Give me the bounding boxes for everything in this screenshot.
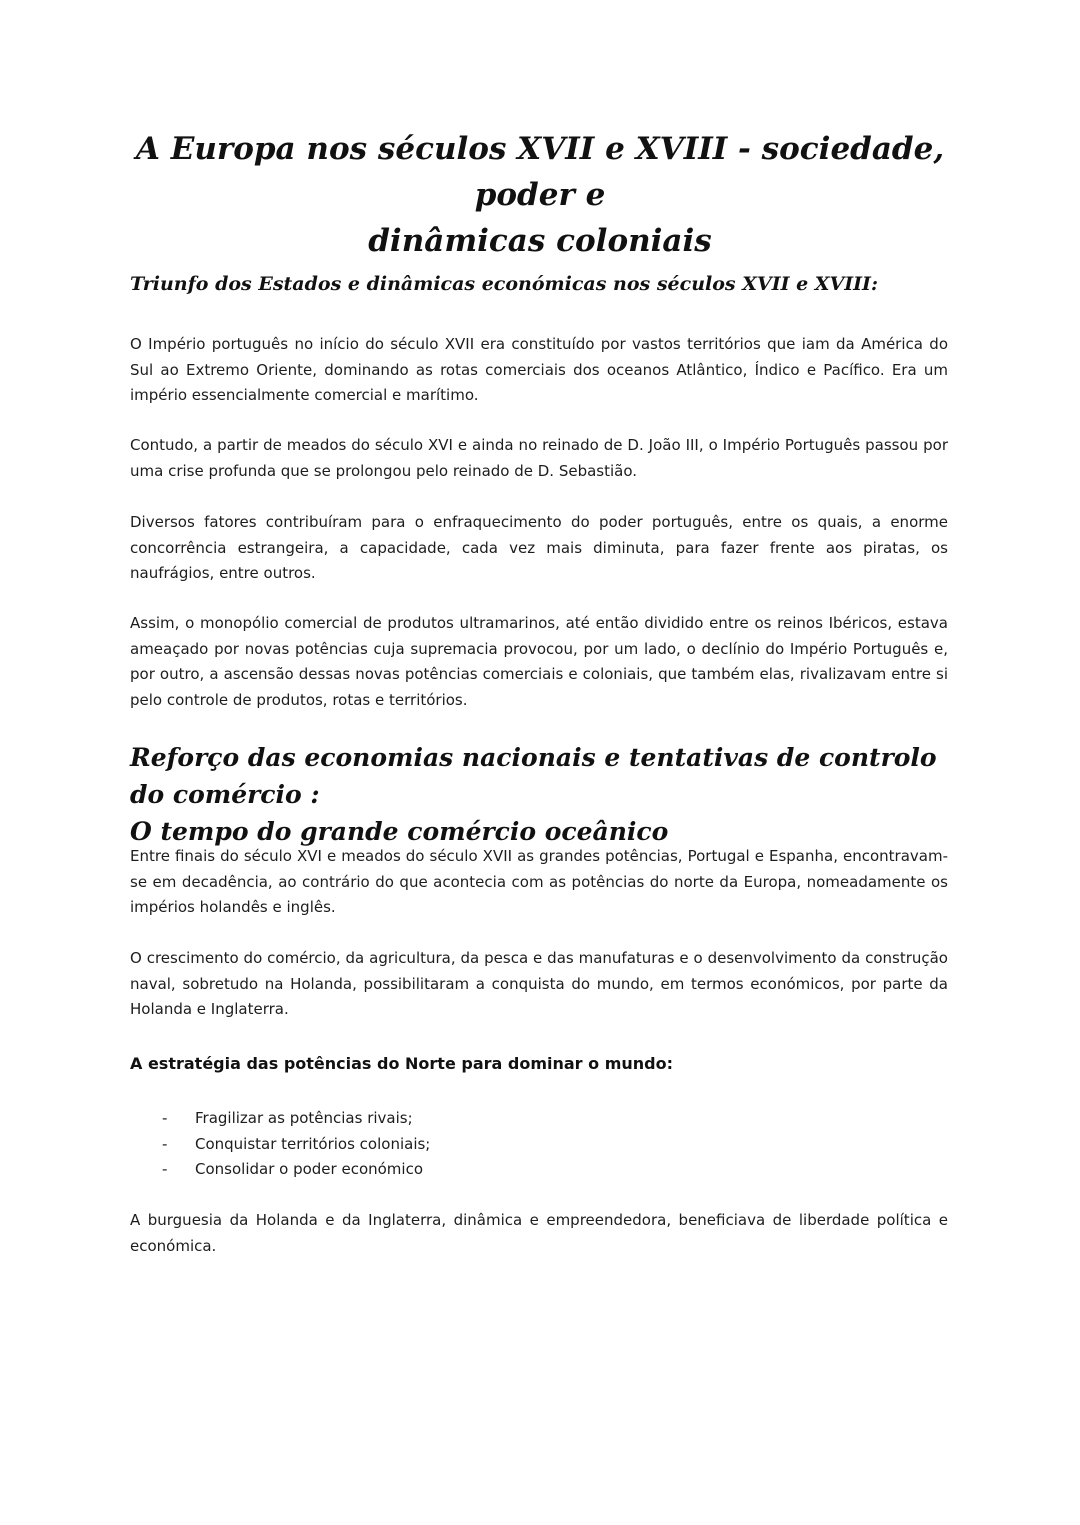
page-title bbox=[130, 126, 950, 264]
section-2-paragraph-1: Entre finais do século XVI e meados do século XVII as grandes potências, Portugal e Espanha, encontravam-se em decadência, ao contrário do que acontecia com as potências do norte da Europa, nomeadamente os impérios holandês e inglês. bbox=[130, 847, 948, 916]
section-1-paragraph-1: O Império português no início do século XVII era constituído por vastos territórios que iam da América do Sul ao Extremo Oriente, dominando as rotas comerciais dos oceanos Atlântico, Índico e Pacífico. Era um império essencialmente comercial e marítimo. bbox=[130, 335, 948, 404]
page-title-line-2: dinâmicas coloniais bbox=[368, 223, 712, 259]
list-bullet: - bbox=[162, 1134, 168, 1153]
section-1-heading: Triunfo dos Estados e dinâmicas económicas nos séculos XVII e XVIII: bbox=[130, 273, 878, 295]
list-item bbox=[130, 1132, 430, 1158]
list-item bbox=[130, 1106, 430, 1132]
list-item-text: Consolidar o poder económico bbox=[195, 1160, 424, 1178]
section-1-paragraph-2: Contudo, a partir de meados do século XVI e ainda no reinado de D. João III, o Império Português passou por uma crise profunda que se prolongou pelo reinado de D. Sebastião. bbox=[130, 436, 948, 480]
section-2-heading-line-1: Reforço das economias nacionais e tentativas de controlo do comércio : bbox=[130, 743, 937, 809]
list-bullet: - bbox=[162, 1160, 168, 1178]
list-item bbox=[130, 1157, 430, 1183]
section-1-paragraph-3: Diversos fatores contribuíram para o enfraquecimento do poder português, entre os quais, a enorme concorrência estrangeira, a capacidade, cada vez mais diminuta, para fazer frente aos piratas, os naufrágios, entre outros. bbox=[130, 513, 948, 582]
list-item-text: Conquistar territórios coloniais; bbox=[195, 1134, 431, 1153]
list-item-text: Fragilizar as potências rivais; bbox=[195, 1109, 413, 1127]
list-bullet: - bbox=[162, 1109, 168, 1127]
section-2-paragraph-2: O crescimento do comércio, da agricultura, da pesca e das manufaturas e o desenvolvimento da construção naval, sobretudo na Holanda, possibilitaram a conquista do mundo, em termos económicos, por parte da Holanda e Inglaterra. bbox=[130, 949, 948, 1018]
section-1-paragraph-4: Assim, o monopólio comercial de produtos ultramarinos, até então dividido entre os reinos Ibéricos, estava ameaçado por novas potências cuja supremacia provocou, por um lado, o declínio do Império Português e, por outro, a ascensão dessas novas potências comerciais e coloniais, que também elas, rivalizavam entre si pelo controle de produtos, rotas e territórios. bbox=[130, 614, 948, 709]
section-2-heading-line-2: O tempo do grande comércio oceânico bbox=[130, 817, 669, 846]
page-title-line-1: A Europa nos séculos XVII e XVIII - sociedade, poder e bbox=[135, 131, 945, 213]
closing-paragraph: A burguesia da Holanda e da Inglaterra, dinâmica e empreendedora, beneficiava de liberdade política e económica. bbox=[130, 1211, 948, 1255]
strategy-subheading: A estratégia das potências do Norte para dominar o mundo: bbox=[130, 1054, 673, 1073]
section-2-heading bbox=[130, 739, 950, 850]
strategy-list bbox=[130, 1106, 430, 1183]
